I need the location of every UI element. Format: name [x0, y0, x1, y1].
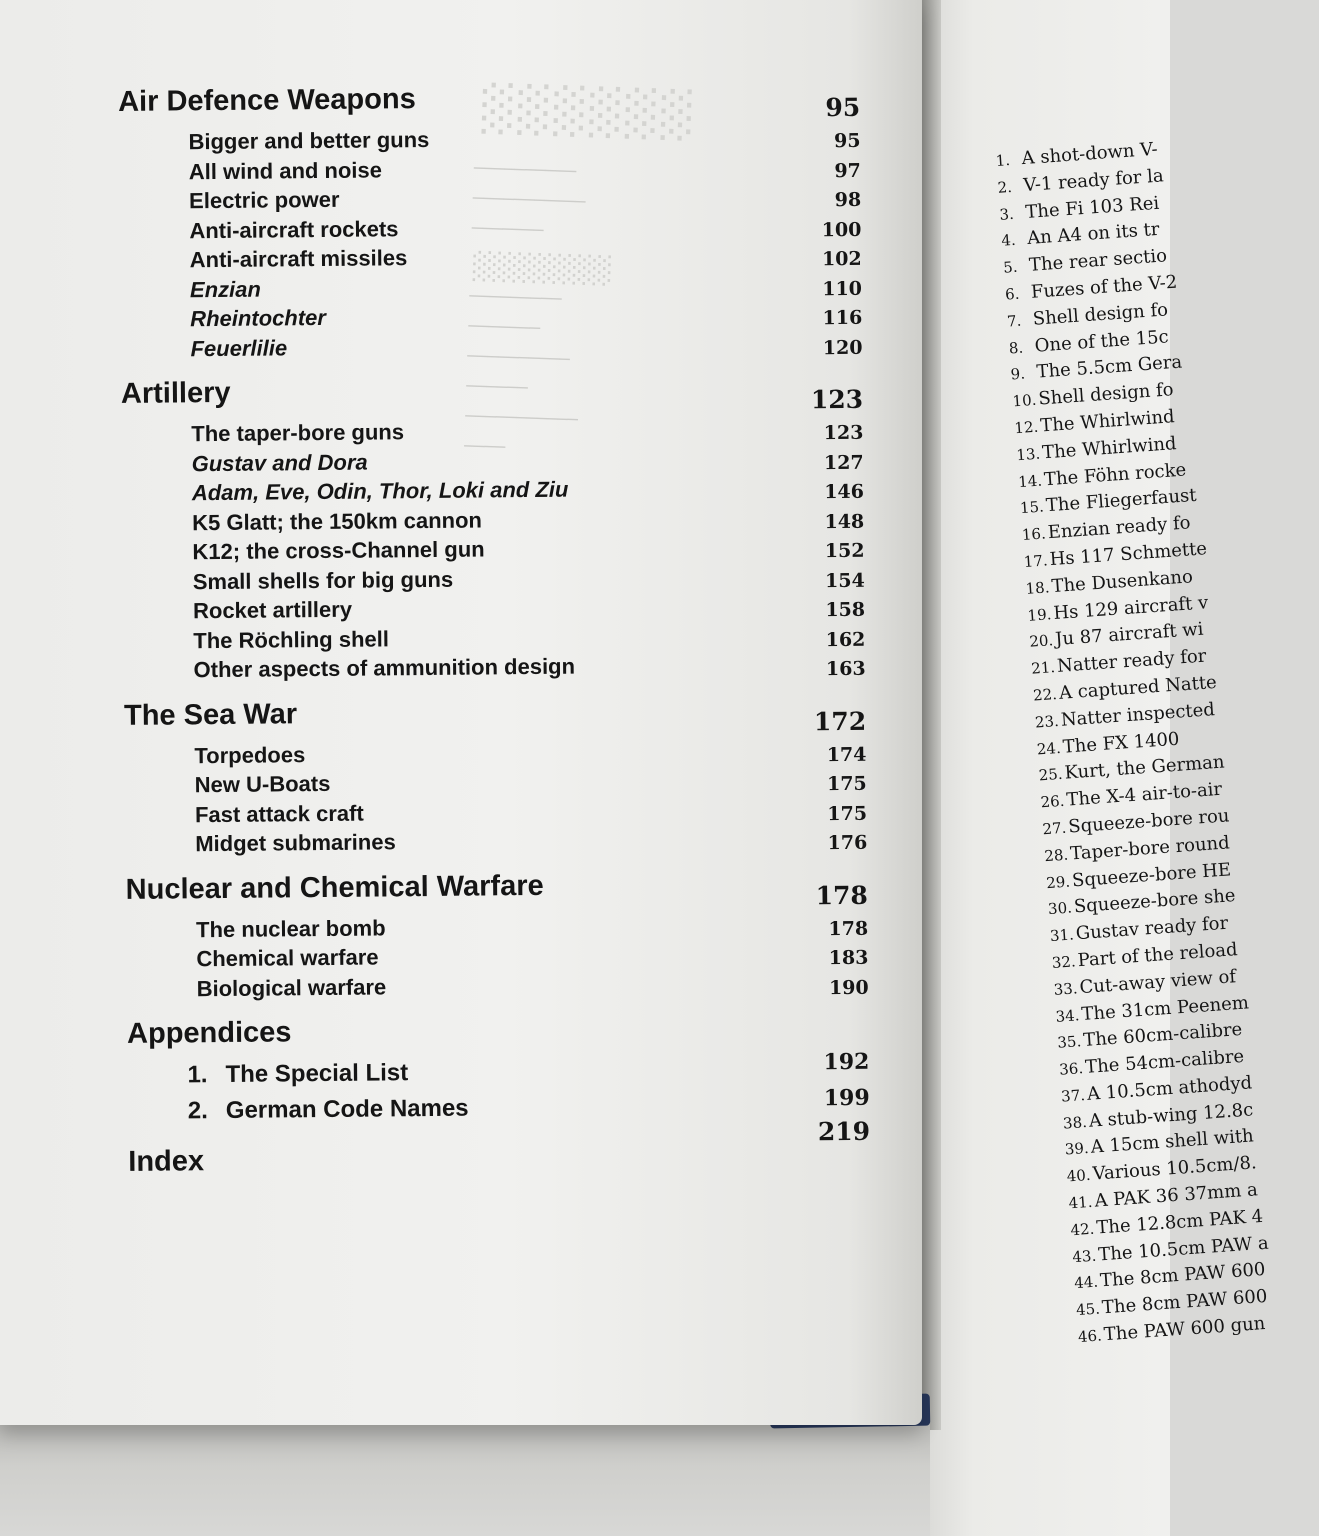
photo-caption: Kurt, the German	[1063, 751, 1226, 784]
photo-number: 33.	[1053, 979, 1079, 999]
photo-number: 21.	[1030, 658, 1056, 678]
photo-caption: A 10.5cm athodyd	[1086, 1072, 1253, 1105]
photo-caption: V-1 ready for la	[1022, 165, 1165, 196]
section-heading-row	[118, 692, 878, 743]
photo-caption: Ju 87 aircraft wi	[1054, 618, 1205, 651]
photo-number: 35.	[1056, 1032, 1082, 1053]
entry-page-number: 175	[827, 802, 868, 825]
appendix-number: 1.	[187, 1061, 208, 1089]
photo-caption: Enzian ready fo	[1047, 512, 1192, 544]
appendix-name: The Special List	[225, 1059, 409, 1088]
entry-page-number: 98	[834, 188, 862, 212]
entry-title: New U-Boats	[194, 770, 331, 798]
entry-title: Rocket artillery	[192, 596, 353, 624]
entry-page-number: 152	[824, 539, 865, 563]
photo-number: 32.	[1051, 952, 1077, 972]
entry-page-number: 176	[827, 831, 868, 855]
photo-number: 27.	[1041, 818, 1067, 839]
appendix-number: 2.	[187, 1097, 208, 1125]
entry-title: Small shells for big guns	[192, 566, 454, 594]
entry-page-number: 175	[826, 772, 867, 796]
photo-number: 31.	[1049, 925, 1075, 946]
toc-section	[115, 371, 878, 688]
entry-page-number: 163	[825, 657, 866, 681]
photo-caption: The 12.8cm PAK 4	[1095, 1205, 1264, 1239]
toc-section	[112, 79, 875, 366]
photo-caption: The 10.5cm PAW a	[1097, 1232, 1270, 1266]
photo-number: 1.	[995, 150, 1011, 170]
entry-title: Feuerlilie	[190, 334, 288, 361]
index-title: Index	[128, 1145, 205, 1178]
photo-caption: Gustav ready for	[1075, 912, 1229, 945]
entry-title: Gustav and Dora	[191, 449, 368, 476]
photo-caption: Fuzes of the V-2	[1030, 271, 1178, 303]
photo-number: 7.	[1006, 311, 1022, 331]
entry-page-number: 97	[834, 159, 861, 182]
photo-number: 9.	[1010, 364, 1026, 384]
entry-page-number: 120	[822, 336, 863, 359]
entry-title: Anti-aircraft missiles	[189, 245, 408, 273]
section-page-number: 178	[815, 880, 868, 910]
photo-number: 15.	[1019, 497, 1045, 518]
photo-caption: The Fi 103 Rei	[1024, 192, 1160, 223]
photo-caption: The 60cm-calibre	[1082, 1019, 1243, 1052]
entry-page-number: 102	[821, 247, 862, 271]
photo-number: 40.	[1066, 1166, 1092, 1186]
entry-page-number: 162	[825, 628, 866, 651]
entry-title: Bigger and better guns	[188, 126, 430, 155]
photo-caption: An A4 on its tr	[1026, 219, 1161, 250]
photo-number: 25.	[1038, 765, 1064, 785]
photo-caption: Taper-bore round	[1069, 832, 1231, 865]
entry-title: The nuclear bomb	[195, 914, 386, 942]
photo-caption: Cut-away view of	[1078, 965, 1237, 998]
photo-number: 44.	[1073, 1273, 1099, 1293]
photo-number: 22.	[1032, 684, 1058, 705]
section-page-number: 95	[825, 92, 861, 123]
photo-caption: Squeeze-bore she	[1073, 885, 1237, 918]
entry-page-number: 183	[828, 946, 869, 970]
section-title: Appendices	[126, 1016, 292, 1050]
entry-page-number: 190	[828, 976, 869, 999]
toc-section	[120, 866, 881, 1006]
section-page-number: 172	[813, 706, 867, 736]
photo-caption: Part of the reload	[1077, 938, 1239, 972]
entry-page-number: 127	[823, 451, 864, 474]
photo-caption: A stub-wing 12.8c	[1088, 1099, 1254, 1132]
entry-title: The taper-bore guns	[191, 419, 405, 447]
toc-section-appendices	[121, 1011, 882, 1134]
photo-caption: Shell design fo	[1032, 299, 1169, 330]
toc-entry	[121, 969, 881, 1006]
photo-caption: The Whirlwind	[1041, 432, 1178, 464]
photo-number: 28.	[1043, 845, 1069, 865]
photo-caption: The FX 1400	[1062, 728, 1181, 758]
photo-number: 34.	[1054, 1005, 1081, 1026]
entry-page-number: 146	[824, 480, 865, 504]
entry-title: All wind and noise	[188, 156, 383, 184]
photo-number: 16.	[1021, 524, 1047, 545]
appendix-title	[188, 1095, 469, 1126]
table-of-contents	[112, 79, 883, 1190]
entry-page-number: 123	[823, 421, 864, 445]
photo-caption: The Whirlwind	[1039, 406, 1176, 437]
photo-caption: Natter ready for	[1056, 645, 1207, 678]
entry-page-number: 116	[822, 306, 863, 330]
section-title: Nuclear and Chemical Warfare	[125, 869, 544, 906]
entry-page-number: 95	[834, 129, 861, 153]
photo-number: 43.	[1071, 1246, 1097, 1266]
photo-number: 42.	[1069, 1219, 1095, 1240]
photo-number: 2.	[997, 177, 1013, 197]
photo-number: 23.	[1034, 711, 1060, 732]
entry-title: Midget submarines	[195, 829, 396, 857]
appendix-entry	[122, 1084, 882, 1134]
appendix-title	[187, 1059, 408, 1089]
photo-number: 17.	[1023, 551, 1049, 571]
entry-title: Anti-aircraft rockets	[189, 215, 399, 243]
section-title: Air Defence Weapons	[117, 83, 416, 118]
entry-page-number: 178	[828, 917, 869, 940]
photo-caption: The 5.5cm Gera	[1035, 351, 1183, 383]
photo-number: 4.	[1000, 231, 1017, 251]
entry-title: Rheintochter	[190, 304, 327, 332]
toc-entry	[119, 825, 879, 862]
photo-number: 10.	[1011, 390, 1038, 411]
appendix-page-number: 192	[823, 1048, 870, 1076]
photo-caption: A 15cm shell with	[1090, 1125, 1255, 1159]
photo-caption: A PAK 36 37mm a	[1093, 1179, 1259, 1212]
entry-title: Torpedoes	[194, 741, 306, 768]
entry-title: The Röchling shell	[193, 625, 390, 653]
entry-title: Adam, Eve, Odin, Thor, Loki and Ziu	[191, 476, 569, 506]
photo-caption: The rear sectio	[1028, 245, 1168, 277]
photo-caption: Hs 117 Schmette	[1048, 538, 1208, 571]
photo-number: 26.	[1040, 791, 1066, 812]
photo-number: 24.	[1036, 738, 1062, 759]
photo-caption: The Föhn rocke	[1043, 459, 1187, 490]
photo-caption: A captured Natte	[1058, 671, 1218, 704]
entry-page-number: 148	[824, 510, 865, 533]
photo-number: 19.	[1026, 604, 1052, 625]
section-title: The Sea War	[123, 697, 298, 732]
photo-number: 6.	[1004, 284, 1021, 304]
photo-caption: Various 10.5cm/8.	[1091, 1152, 1258, 1185]
entry-page-number: 158	[825, 598, 866, 622]
toc-section	[118, 692, 880, 861]
photo-caption: The PAW 600 gun	[1103, 1313, 1266, 1346]
section-title: Artillery	[120, 376, 231, 410]
entry-title: K12; the cross-Channel gun	[192, 536, 485, 565]
photo-number: 37.	[1060, 1085, 1086, 1106]
appendix-name: German Code Names	[225, 1094, 469, 1124]
toc-entry	[114, 329, 874, 366]
photo-number: 5.	[1002, 257, 1019, 277]
entry-page-number: 110	[822, 277, 863, 300]
photo-caption: The 8cm PAW 600	[1099, 1259, 1267, 1292]
photo-number: 18.	[1025, 578, 1051, 598]
photo-caption: Shell design fo	[1037, 379, 1175, 410]
entry-title: Fast attack craft	[194, 800, 364, 827]
toc-entry	[117, 651, 877, 688]
section-heading-row	[112, 79, 872, 130]
photo-caption: Natter inspected	[1060, 698, 1216, 731]
photo-number: 30.	[1047, 898, 1073, 919]
photo-caption: The 31cm Peenem	[1080, 991, 1250, 1025]
photo-number: 12.	[1013, 417, 1039, 438]
entry-page-number: 174	[826, 743, 867, 766]
photo-caption: Squeeze-bore HE	[1071, 858, 1232, 891]
photo-caption: Hs 129 aircraft v	[1052, 591, 1209, 624]
entry-title: Chemical warfare	[196, 944, 379, 972]
entry-title: Biological warfare	[196, 973, 387, 1001]
entry-title: Electric power	[188, 186, 340, 214]
photo-number: 14.	[1017, 471, 1043, 491]
photo-number: 36.	[1058, 1059, 1084, 1079]
photo-number: 3.	[998, 204, 1015, 224]
photo-number: 45.	[1075, 1299, 1101, 1320]
index-page-number: 219	[817, 1116, 871, 1147]
show-through-ghost: ░░░░░░ ────────── ─────────── ─────── ░░░░░░░ ───────── ─────── ────────── ────── ─────────── ────	[463, 82, 692, 459]
photo-number: 39.	[1064, 1139, 1090, 1160]
entry-title: K5 Glatt; the 150km cannon	[192, 506, 483, 535]
entry-title: Enzian	[189, 276, 261, 302]
photo-caption: The 8cm PAW 600	[1101, 1286, 1268, 1319]
photo-number: 46.	[1077, 1326, 1103, 1347]
photo-caption: One of the 15c	[1034, 325, 1170, 357]
section-heading-row	[120, 866, 880, 917]
photo-number: 41.	[1068, 1192, 1094, 1213]
photo-caption: The Dusenkano	[1050, 566, 1194, 597]
photo-number: 8.	[1008, 338, 1024, 358]
photo-caption: The X-4 air-to-air	[1065, 778, 1223, 811]
photo-number: 20.	[1028, 631, 1054, 652]
photo-caption: Squeeze-bore rou	[1067, 805, 1231, 838]
photo-caption: The 54cm-calibre	[1084, 1045, 1245, 1079]
appendix-page-number: 199	[823, 1084, 870, 1112]
entry-title: Other aspects of ammunition design	[193, 653, 576, 683]
entry-page-number: 100	[821, 218, 862, 241]
photo-number: 38.	[1062, 1112, 1088, 1133]
index-row	[122, 1116, 882, 1190]
photo-number: 29.	[1045, 872, 1071, 892]
entry-page-number: 154	[825, 569, 865, 592]
table-surface	[0, 1420, 930, 1536]
photo-caption: A shot-down V-	[1020, 138, 1159, 170]
photo-number: 13.	[1015, 444, 1041, 464]
section-heading-row	[121, 1011, 881, 1062]
section-page-number: 123	[810, 384, 864, 415]
photo-caption: The Fliegerfaust	[1045, 485, 1198, 517]
section-heading-row	[115, 371, 875, 422]
